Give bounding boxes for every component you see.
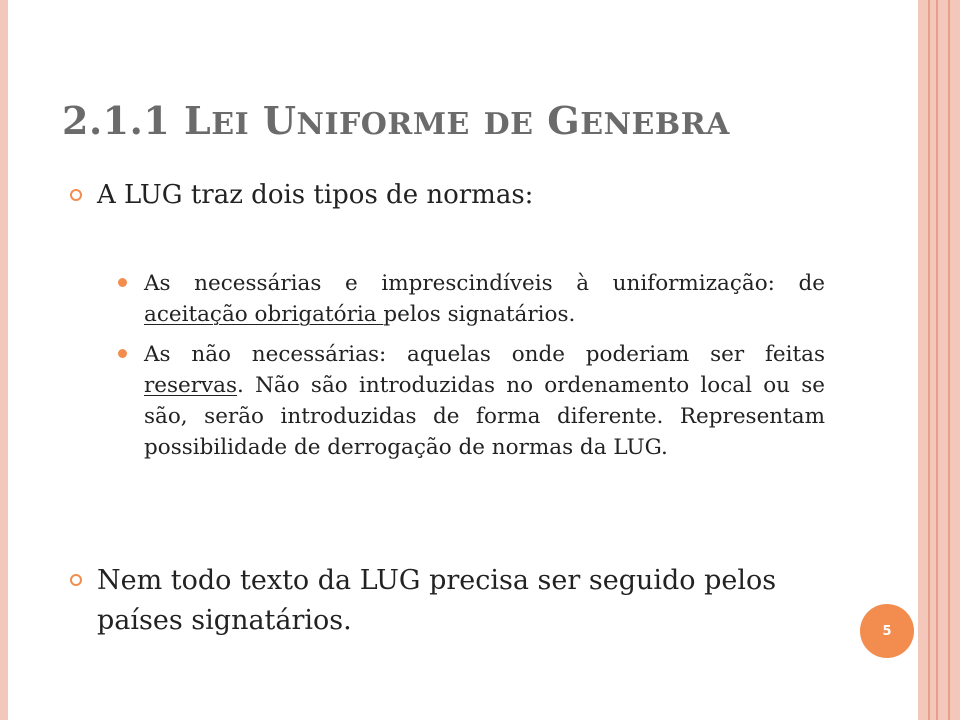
right-border-line <box>948 0 950 720</box>
sub-bullet-text-part: As necessárias e imprescindíveis à uniformização: de <box>144 271 825 296</box>
right-border-line <box>928 0 930 720</box>
slide-title <box>62 98 862 143</box>
right-border-line <box>936 0 938 720</box>
dot-bullet-icon <box>118 349 127 358</box>
title-word-rest: NIFORME <box>296 107 470 142</box>
title-number: 2.1.1 <box>62 98 171 143</box>
dot-bullet-icon <box>118 278 127 287</box>
sub-bullet-text <box>144 268 825 330</box>
title-word: DE <box>483 107 534 142</box>
ring-bullet-icon <box>70 189 82 201</box>
sub-bullet-text-part: . Não são introduzidas no ordenamento local ou se são, serão introduzidas de forma diferente. Representam possibilidade de derrogação de normas da LUG. <box>144 373 825 460</box>
sub-bullet-text-part: As não necessárias: aquelas onde poderiam ser feitas <box>144 342 825 367</box>
sub-bullet-text <box>144 339 825 463</box>
title-word-rest: ENEBRA <box>580 107 730 142</box>
page-number-badge: 5 <box>860 604 914 658</box>
underlined-term: reservas <box>144 373 238 398</box>
title-word-initial: L <box>184 98 212 143</box>
bullet-text: A LUG traz dois tipos de normas: <box>97 180 534 210</box>
title-word-rest: EI <box>211 107 250 142</box>
ring-bullet-icon <box>70 574 82 586</box>
right-border-stripe <box>918 0 960 720</box>
bullet-text: Nem todo texto da LUG precisa ser seguido pelos países signatários. <box>97 565 777 636</box>
left-border-stripe <box>0 0 8 720</box>
underlined-term: aceitação obrigatória <box>144 302 384 327</box>
title-word-initial: U <box>262 98 297 143</box>
title-word-initial: G <box>547 98 581 143</box>
sub-bullet-text-part: pelos signatários. <box>383 302 576 327</box>
